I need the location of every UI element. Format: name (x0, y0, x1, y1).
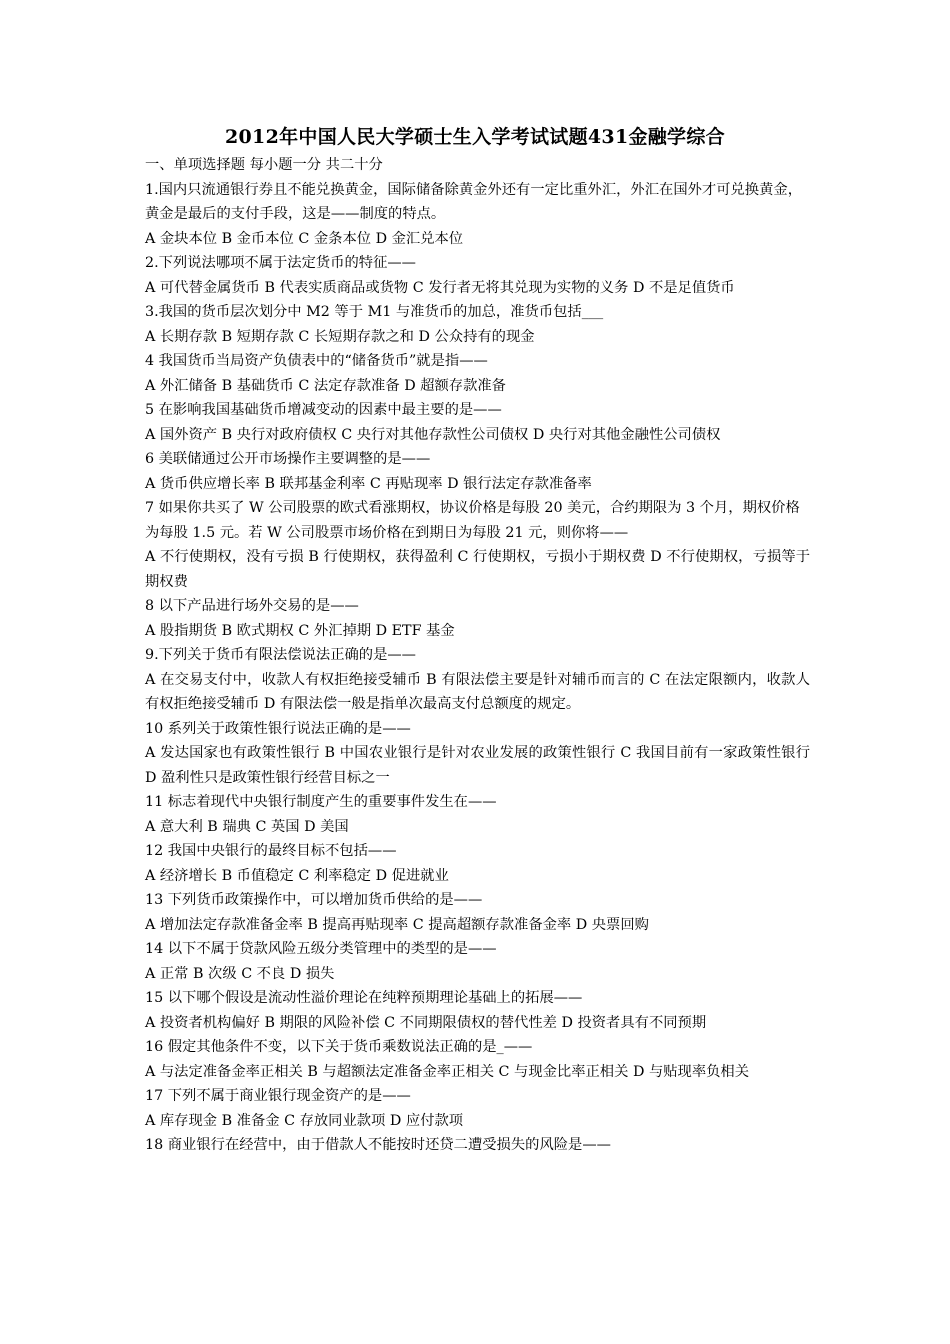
question-options: A 外汇储备 B 基础货币 C 法定存款准备 D 超额存款准备 (145, 377, 506, 394)
question-options: A 投资者机构偏好 B 期限的风险补偿 C 不同期限债权的替代性差 D 投资者具有不同预期 (145, 1014, 707, 1031)
question-text: 15 以下哪个假设是流动性溢价理论在纯粹预期理论基础上的拓展—— (145, 990, 583, 1006)
question-text: 7 如果你共买了 W 公司股票的欧式看涨期权，协议价格是每股 20 美元，合约期限为 3 个月，期权价格为每股 1.5 元。若 W 公司股票市场价格在到期日为每股 21 元，则你将—— (145, 500, 800, 541)
question-text: 12 我国中央银行的最终目标不包括—— (145, 843, 397, 859)
question-text: 17 下列不属于商业银行现金资产的是—— (145, 1088, 411, 1104)
question-options: A 正常 B 次级 C 不良 D 损失 (145, 965, 335, 982)
question-options: A 货币供应增长率 B 联邦基金利率 C 再贴现率 D 银行法定存款准备率 (145, 475, 592, 492)
question-text: 16 假定其他条件不变，以下关于货币乘数说法正确的是_—— (145, 1039, 533, 1055)
question-options: A 不行使期权，没有亏损 B 行使期权，获得盈利 C 行使期权，亏损小于期权费 D 不行使期权，亏损等于期权费 (145, 549, 810, 590)
question-options: A 股指期货 B 欧式期权 C 外汇掉期 D ETF 基金 (145, 622, 455, 639)
question-options: A 长期存款 B 短期存款 C 长短期存款之和 D 公众持有的现金 (145, 328, 535, 345)
question-text: 13 下列货币政策操作中，可以增加货币供给的是—— (145, 892, 483, 908)
question-options: A 意大利 B 瑞典 C 英国 D 美国 (145, 818, 349, 835)
question-text: 5 在影响我国基础货币增减变动的因素中最主要的是—— (145, 402, 502, 418)
question-text: 11 标志着现代中央银行制度产生的重要事件发生在—— (145, 794, 497, 810)
question-text: 8 以下产品进行场外交易的是—— (145, 598, 359, 614)
question-text: 4 我国货币当局资产负债表中的“储备货币”就是指—— (145, 353, 488, 369)
question-options: A 库存现金 B 准备金 C 存放同业款项 D 应付款项 (145, 1112, 464, 1129)
question-text: 2.下列说法哪项不属于法定货币的特征—— (145, 255, 416, 271)
question-options: A 国外资产 B 央行对政府债权 C 央行对其他存款性公司债权 D 央行对其他金融性公司债权 (145, 426, 721, 443)
question-options: A 金块本位 B 金币本位 C 金条本位 D 金汇兑本位 (145, 230, 464, 247)
question-options: A 发达国家也有政策性银行 B 中国农业银行是针对农业发展的政策性银行 C 我国目前有一家政策性银行 D 盈利性只是政策性银行经营目标之一 (145, 745, 810, 786)
question-text: 9.下列关于货币有限法偿说法正确的是—— (145, 647, 416, 663)
question-text: 10 系列关于政策性银行说法正确的是—— (145, 720, 411, 737)
question-options: A 与法定准备金率正相关 B 与超额法定准备金率正相关 C 与现金比率正相关 D 与贴现率负相关 (145, 1063, 750, 1080)
question-text: 3.我国的货币层次划分中 M2 等于 M1 与准货币的加总，准货币包括___ (145, 304, 604, 320)
question-options: A 在交易支付中，收款人有权拒绝接受辅币 B 有限法偿主要是针对辅币而言的 C 在法定限额内，收款人有权拒绝接受辅币 D 有限法偿一般是指单次最高支付总额度的规定。 (145, 671, 810, 712)
section-heading: 一、单项选择题 每小题一分 共二十分 (145, 157, 383, 173)
question-options: A 增加法定存款准备金率 B 提高再贴现率 C 提高超额存款准备金率 D 央票回购 (145, 916, 649, 933)
question-text: 14 以下不属于贷款风险五级分类管理中的类型的是—— (145, 941, 497, 957)
question-text: 6 美联储通过公开市场操作主要调整的是—— (145, 451, 431, 467)
question-options: A 经济增长 B 币值稳定 C 利率稳定 D 促进就业 (145, 867, 449, 884)
page-title: 2012年中国人民大学硕士生入学考试试题431金融学综合 (225, 126, 725, 148)
document-body (145, 153, 810, 1158)
question-options: A 可代替金属货币 B 代表实质商品或货物 C 发行者无将其兑现为实物的义务 D 不是足值货币 (145, 279, 735, 296)
question-text: 1.国内只流通银行券且不能兑换黄金，国际储备除黄金外还有一定比重外汇，外汇在国外才可兑换黄金，黄金是最后的支付手段，这是——制度的特点。 (145, 181, 802, 222)
question-list (145, 178, 810, 1158)
question-text: 18 商业银行在经营中，由于借款人不能按时还贷二遭受损失的风险是—— (145, 1137, 611, 1153)
